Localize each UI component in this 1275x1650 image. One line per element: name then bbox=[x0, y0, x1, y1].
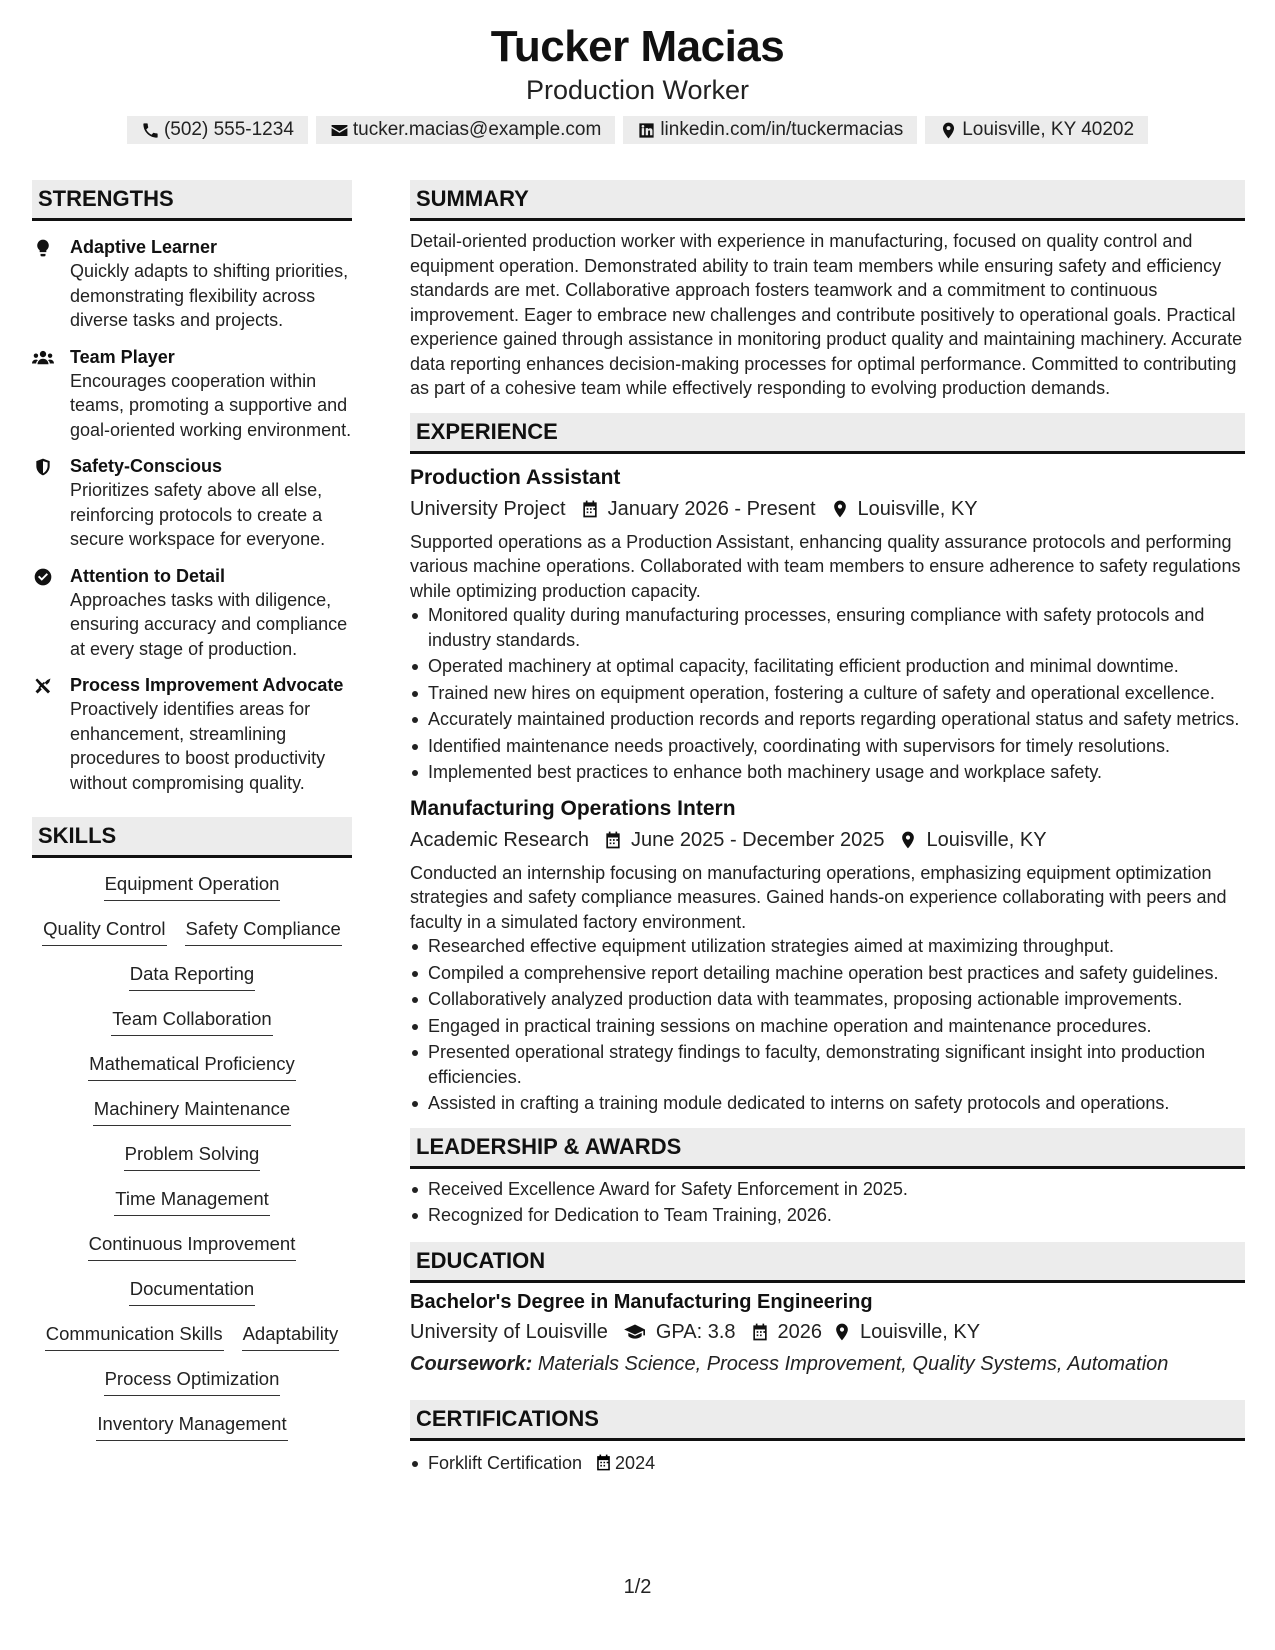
job-meta bbox=[410, 826, 1245, 854]
job-title: Production Assistant bbox=[410, 465, 621, 489]
skill-tag: Communication Skills bbox=[45, 1322, 224, 1351]
job-description: Conducted an internship focusing on manufacturing operations, emphasizing equipment optimization strategies and safety compliance measures. Gained hands-on experience collaborating with peers and faculty in a simulated factory environment. bbox=[410, 862, 1227, 932]
job-description: Supported operations as a Production Assistant, enhancing quality assurance protocols and performing various machine operations. Collaborated with team members to ensure adherence to safety regulations while optimizing production capacity. bbox=[410, 531, 1241, 601]
strength-item bbox=[32, 673, 352, 795]
skill-tag: Machinery Maintenance bbox=[93, 1097, 291, 1126]
skill-tag: Data Reporting bbox=[129, 962, 255, 991]
list-item: Identified maintenance needs proactively, coordinating with supervisors for timely resolutions. bbox=[410, 734, 1245, 759]
tools-icon bbox=[32, 676, 54, 696]
skill-tag: Continuous Improvement bbox=[88, 1232, 297, 1261]
job-meta bbox=[410, 495, 1245, 523]
coursework-list: Materials Science, Process Improvement, Quality Systems, Automation bbox=[537, 1352, 1169, 1375]
skill-tag: Time Management bbox=[114, 1187, 270, 1216]
calendar-icon bbox=[580, 499, 600, 519]
list-item: Monitored quality during manufacturing processes, ensuring compliance with safety protocols and industry standards. bbox=[410, 603, 1245, 652]
calendar-icon bbox=[594, 1453, 613, 1472]
education-meta bbox=[410, 1318, 1245, 1346]
job-entry bbox=[410, 464, 1245, 785]
list-item: Collaboratively analyzed production data with teammates, proposing actionable improvements. bbox=[410, 987, 1245, 1012]
summary-heading: SUMMARY bbox=[410, 180, 1245, 221]
list-item: Engaged in practical training sessions on machine operation and maintenance procedures. bbox=[410, 1014, 1245, 1039]
phone-chip[interactable] bbox=[127, 116, 308, 144]
strength-item bbox=[32, 454, 352, 552]
list-item: Implemented best practices to enhance both machinery usage and workplace safety. bbox=[410, 760, 1245, 785]
degree-title: Bachelor's Degree in Manufacturing Engineering bbox=[410, 1290, 873, 1313]
skill-tag: Quality Control bbox=[42, 917, 166, 946]
job-entry bbox=[410, 795, 1245, 1116]
summary-text: Detail-oriented production worker with experience in manufacturing, focused on quality control and equipment operation. Demonstrated ability to train team members while ensuring safety and efficiency standards are met. Collaborative approach fosters teamwork and a commitment to continuous improvement. Eager to embrace new challenges and contribute positively to operational goals. Practical experience gained through assistance in monitoring product quality and maintaining machinery. Accurate data reporting enhances decision-making processes for optimal performance. Committed to contributing as part of a cohesive team while effectively responding to evolving production demands. bbox=[410, 231, 1243, 398]
skill-tag: Team Collaboration bbox=[111, 1007, 272, 1036]
lightbulb-icon bbox=[32, 238, 54, 258]
contact-bar bbox=[0, 116, 1275, 144]
list-item: Compiled a comprehensive report detailing machine operation best practices and safety guidelines. bbox=[410, 961, 1245, 986]
graduation-cap-icon bbox=[622, 1322, 648, 1342]
candidate-role: Production Worker bbox=[525, 75, 750, 105]
certification-name: Forklift Certification bbox=[428, 1452, 583, 1473]
email-chip[interactable] bbox=[316, 116, 615, 144]
skill-tag: Problem Solving bbox=[124, 1142, 261, 1171]
strength-desc: Prioritizes safety above all else, reinforcing protocols to create a secure workspace for everyone. bbox=[70, 480, 326, 549]
job-org: Academic Research bbox=[410, 828, 589, 851]
strength-title: Team Player bbox=[70, 346, 175, 367]
strength-desc: Quickly adapts to shifting priorities, demonstrating flexibility across diverse tasks and projects. bbox=[70, 261, 349, 330]
map-pin-icon bbox=[898, 830, 918, 850]
list-item: Researched effective equipment utilization strategies aimed at maximizing throughput. bbox=[410, 934, 1245, 959]
list-item: Operated machinery at optimal capacity, facilitating efficient production and minimal downtime. bbox=[410, 654, 1245, 679]
phone-text: (502) 555-1234 bbox=[163, 119, 294, 140]
job-bullets bbox=[410, 934, 1245, 1116]
skill-tag: Adaptability bbox=[242, 1322, 340, 1351]
job-dates: January 2026 - Present bbox=[607, 497, 816, 520]
job-dates: June 2025 - December 2025 bbox=[630, 828, 885, 851]
strength-item bbox=[32, 235, 352, 333]
list-item: Recognized for Dedication to Team Training, 2026. bbox=[410, 1203, 1245, 1228]
experience-heading: EXPERIENCE bbox=[410, 413, 1245, 454]
list-item: Presented operational strategy findings to faculty, demonstrating significant insight into production efficiencies. bbox=[410, 1040, 1245, 1089]
location-text: Louisville, KY 40202 bbox=[962, 119, 1135, 140]
strength-item bbox=[32, 564, 352, 662]
certifications-list bbox=[410, 1451, 1245, 1476]
school-location: Louisville, KY bbox=[860, 1320, 981, 1343]
job-org: University Project bbox=[410, 497, 566, 520]
candidate-name: Tucker Macias bbox=[490, 22, 785, 71]
calendar-icon bbox=[750, 1322, 770, 1342]
leadership-heading: LEADERSHIP & AWARDS bbox=[410, 1128, 1245, 1169]
job-title: Manufacturing Operations Intern bbox=[410, 796, 736, 820]
list-item: Accurately maintained production records and reports regarding operational status and safety metrics. bbox=[410, 707, 1245, 732]
resume-header bbox=[0, 20, 1275, 144]
left-column bbox=[32, 180, 352, 1457]
strengths-heading: STRENGTHS bbox=[32, 180, 352, 221]
linkedin-chip[interactable] bbox=[623, 116, 917, 144]
graduation-year: 2026 bbox=[777, 1320, 823, 1343]
skill-tag: Equipment Operation bbox=[104, 872, 281, 901]
right-column bbox=[410, 180, 1245, 1477]
envelope-icon bbox=[330, 121, 349, 140]
location-chip bbox=[925, 116, 1148, 144]
coursework-label: Coursework: bbox=[410, 1352, 533, 1375]
strength-title: Adaptive Learner bbox=[70, 237, 218, 257]
map-pin-icon bbox=[832, 1322, 852, 1342]
certification-year: 2024 bbox=[615, 1452, 656, 1473]
strength-title: Attention to Detail bbox=[70, 565, 225, 586]
check-circle-icon bbox=[32, 567, 54, 587]
calendar-icon bbox=[603, 830, 623, 850]
strength-desc: Encourages cooperation within teams, promoting a supportive and goal-oriented working environment. bbox=[70, 370, 352, 440]
strength-title: Process Improvement Advocate bbox=[70, 675, 344, 695]
job-location: Louisville, KY bbox=[926, 828, 1047, 851]
leadership-list bbox=[410, 1177, 1245, 1228]
page-number: 1/2 bbox=[623, 1576, 652, 1598]
list-item: Trained new hires on equipment operation, fostering a culture of safety and operational excellence. bbox=[410, 681, 1245, 706]
education-heading: EDUCATION bbox=[410, 1242, 1245, 1283]
skills-list bbox=[32, 858, 352, 1457]
map-pin-icon bbox=[939, 121, 958, 140]
list-item: Received Excellence Award for Safety Enforcement in 2025. bbox=[410, 1177, 1245, 1202]
skills-heading: SKILLS bbox=[32, 817, 352, 858]
email-text: tucker.macias@example.com bbox=[352, 119, 602, 140]
coursework bbox=[410, 1350, 1245, 1378]
skill-tag: Documentation bbox=[129, 1277, 255, 1306]
skill-tag: Mathematical Proficiency bbox=[88, 1052, 296, 1081]
phone-icon bbox=[141, 121, 160, 140]
school-name: University of Louisville bbox=[410, 1320, 608, 1343]
users-icon bbox=[32, 348, 54, 368]
linkedin-text: linkedin.com/in/tuckermacias bbox=[660, 119, 904, 140]
shield-icon bbox=[32, 457, 54, 477]
skill-tag: Safety Compliance bbox=[185, 917, 342, 946]
skill-tag: Process Optimization bbox=[104, 1367, 281, 1396]
strength-desc: Proactively identifies areas for enhancement, streamlining procedures to boost productivity without compromising quality. bbox=[70, 699, 326, 793]
strength-item bbox=[32, 345, 352, 443]
strength-title: Safety-Conscious bbox=[70, 456, 223, 476]
skill-tag: Inventory Management bbox=[96, 1412, 287, 1441]
certifications-heading: CERTIFICATIONS bbox=[410, 1400, 1245, 1441]
list-item: Assisted in crafting a training module dedicated to interns on safety protocols and operations. bbox=[410, 1091, 1245, 1116]
map-pin-icon bbox=[830, 499, 850, 519]
list-item bbox=[410, 1451, 1245, 1476]
job-bullets bbox=[410, 603, 1245, 785]
linkedin-icon bbox=[637, 121, 656, 140]
job-location: Louisville, KY bbox=[857, 497, 978, 520]
strength-desc: Approaches tasks with diligence, ensuring accuracy and compliance at every stage of production. bbox=[70, 589, 348, 659]
gpa-text: GPA: 3.8 bbox=[655, 1320, 736, 1343]
